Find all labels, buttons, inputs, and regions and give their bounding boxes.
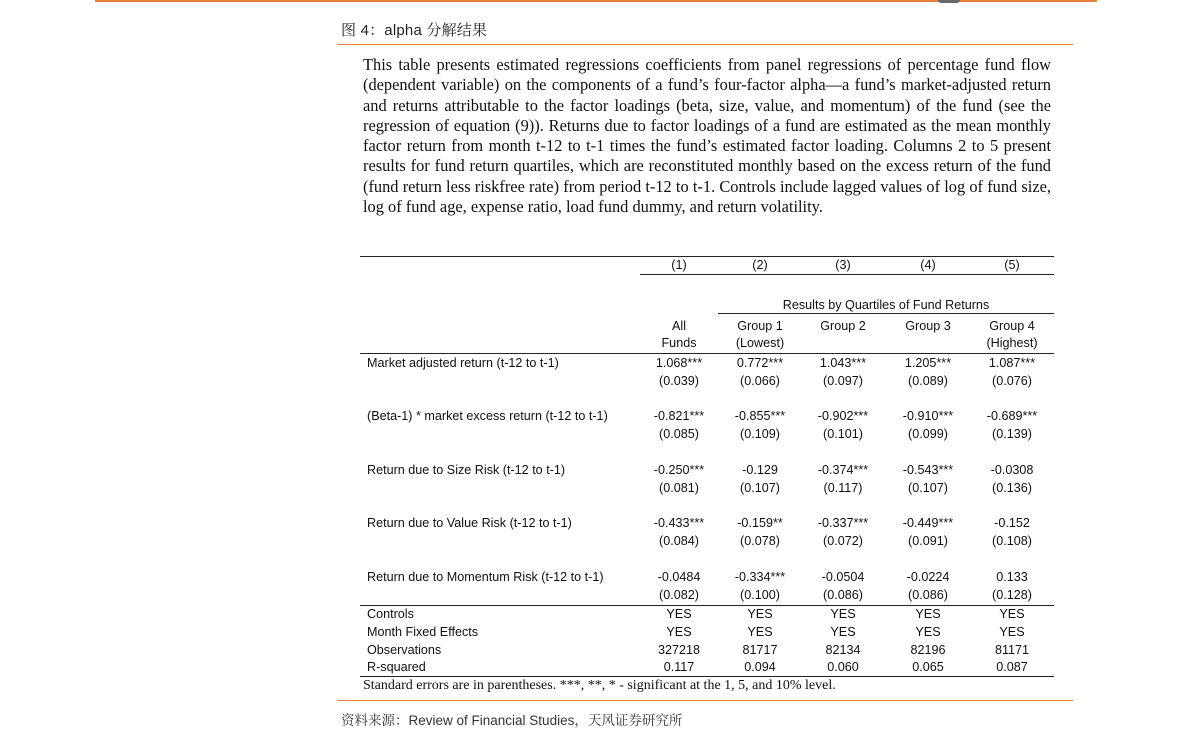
coefficient: 0.133 (996, 570, 1028, 584)
column-header: Group 1 (737, 319, 783, 333)
stat-value: YES (830, 607, 856, 621)
stat-value: 0.117 (663, 660, 695, 674)
stat-value: YES (747, 625, 773, 639)
stat-value: 81171 (994, 643, 1030, 657)
row-label: Return due to Value Risk (t-12 to t-1) (367, 516, 572, 530)
group-header-rule (718, 313, 1054, 314)
standard-error: (0.085) (659, 427, 699, 441)
standard-error: (0.084) (659, 534, 699, 548)
standard-error: (0.139) (992, 427, 1032, 441)
column-number: (5) (1004, 258, 1020, 272)
table-footnote: Standard errors are in parentheses. ***, **, * - significant at the 1, 5, and 10% level. (363, 678, 836, 693)
row-label: Return due to Momentum Risk (t-12 to t-1) (367, 570, 604, 584)
stat-value: YES (915, 625, 941, 639)
standard-error: (0.086) (823, 588, 863, 602)
stat-value: 0.094 (744, 660, 776, 674)
row-label: Return due to Size Risk (t-12 to t-1) (367, 463, 566, 477)
coefficient: -0.159** (737, 516, 783, 530)
stat-value: 327218 (657, 643, 701, 657)
coefficient: -0.821*** (653, 409, 705, 423)
coefficient: -0.374*** (817, 463, 869, 477)
stat-value: 0.087 (996, 660, 1028, 674)
coefficient: 1.087*** (988, 356, 1036, 370)
standard-error: (0.100) (740, 588, 780, 602)
stat-label: Month Fixed Effects (367, 625, 479, 639)
coefficient: -0.0308 (990, 463, 1034, 477)
column-header: Group 4 (989, 319, 1035, 333)
column-header: Group 2 (820, 319, 866, 333)
coefficient: -0.855*** (734, 409, 786, 423)
stat-value: YES (666, 625, 692, 639)
stat-value: YES (666, 607, 692, 621)
table-caption: This table presents estimated regressions coefficients from panel regressions of percentage fund flow (dependent variable) on the components of a fund’s four-factor alpha—a fund’s market-adjusted return and returns attributable to the factor loadings (beta, size, value, and momentum) of the fund (see the regression of equation (9)). Returns due to factor loadings of a fund are estimated as the mean monthly factor return from month t-12 to t-1 times the fund’s estimated factor loading. Columns 2 to 5 present results for fund return quartiles, which are reconstituted monthly based on the excess return of the fund (fund return less riskfree rate) from period t-12 to t-1. Controls include lagged values of log of fund size, log of fund age, expense ratio, load fund dummy, and return volatility. (363, 55, 1051, 217)
row-label: (Beta-1) * market excess return (t-12 to t-1) (367, 409, 608, 423)
column-header-sub: Funds (661, 336, 697, 350)
standard-error: (0.081) (659, 481, 699, 495)
standard-error: (0.086) (908, 588, 948, 602)
stat-value: 0.060 (827, 660, 859, 674)
stat-value: 0.065 (912, 660, 944, 674)
column-header-sub: (Lowest) (735, 336, 785, 350)
standard-error: (0.076) (992, 374, 1032, 388)
figure-title: 图 4：alpha 分解结果 (341, 22, 488, 39)
coefficient: -0.0484 (657, 570, 701, 584)
source-divider (337, 700, 1073, 701)
stats-rule (360, 605, 1054, 606)
coefficient: -0.910*** (902, 409, 954, 423)
coefficient: 1.205*** (904, 356, 952, 370)
coefficient: -0.543*** (902, 463, 954, 477)
coefficient: -0.129 (742, 463, 778, 477)
standard-error: (0.136) (992, 481, 1032, 495)
standard-error: (0.109) (740, 427, 780, 441)
row-label: Market adjusted return (t-12 to t-1) (367, 356, 559, 370)
stat-value: YES (747, 607, 773, 621)
standard-error: (0.107) (908, 481, 948, 495)
column-number: (2) (752, 258, 768, 272)
coefficient: -0.337*** (817, 516, 869, 530)
coefficient: -0.0224 (906, 570, 950, 584)
standard-error: (0.039) (659, 374, 699, 388)
header-rule (360, 353, 1054, 354)
standard-error: (0.097) (823, 374, 863, 388)
group-header: Results by Quartiles of Fund Returns (782, 298, 990, 312)
coefficient: 1.068*** (655, 356, 703, 370)
standard-error: (0.108) (992, 534, 1032, 548)
standard-error: (0.091) (908, 534, 948, 548)
standard-error: (0.128) (992, 588, 1032, 602)
coefficient: -0.334*** (734, 570, 786, 584)
page-mark (938, 0, 960, 3)
coefficient: 0.772*** (736, 356, 784, 370)
column-header: Group 3 (905, 319, 951, 333)
stat-value: 82196 (910, 643, 946, 657)
column-number-rule (640, 274, 1054, 275)
coefficient: -0.449*** (902, 516, 954, 530)
standard-error: (0.117) (823, 481, 863, 495)
standard-error: (0.082) (659, 588, 699, 602)
stat-value: YES (999, 625, 1025, 639)
standard-error: (0.089) (908, 374, 948, 388)
stat-value: 81717 (742, 643, 778, 657)
column-header-sub: (Highest) (986, 336, 1038, 350)
stat-label: R-squared (367, 660, 426, 674)
column-number: (4) (920, 258, 936, 272)
standard-error: (0.101) (823, 427, 863, 441)
stat-label: Observations (367, 643, 442, 657)
stat-label: Controls (367, 607, 414, 621)
standard-error: (0.099) (908, 427, 948, 441)
standard-error: (0.107) (740, 481, 780, 495)
table-bottom-rule (360, 676, 1054, 677)
column-number: (3) (835, 258, 851, 272)
stat-value: 82134 (825, 643, 861, 657)
standard-error: (0.066) (740, 374, 780, 388)
coefficient: -0.152 (994, 516, 1030, 530)
coefficient: -0.433*** (653, 516, 705, 530)
coefficient: -0.689*** (986, 409, 1038, 423)
column-header: All (672, 319, 686, 333)
coefficient: -0.902*** (817, 409, 869, 423)
coefficient: -0.0504 (821, 570, 865, 584)
title-underline (337, 44, 1073, 45)
stat-value: YES (999, 607, 1025, 621)
standard-error: (0.072) (823, 534, 863, 548)
table-top-rule (360, 256, 1054, 257)
source-note: 资料来源：Review of Financial Studies，天风证券研究所 (341, 713, 683, 728)
coefficient: 1.043*** (819, 356, 867, 370)
column-number: (1) (671, 258, 687, 272)
stat-value: YES (830, 625, 856, 639)
standard-error: (0.078) (740, 534, 780, 548)
coefficient: -0.250*** (653, 463, 705, 477)
stat-value: YES (915, 607, 941, 621)
